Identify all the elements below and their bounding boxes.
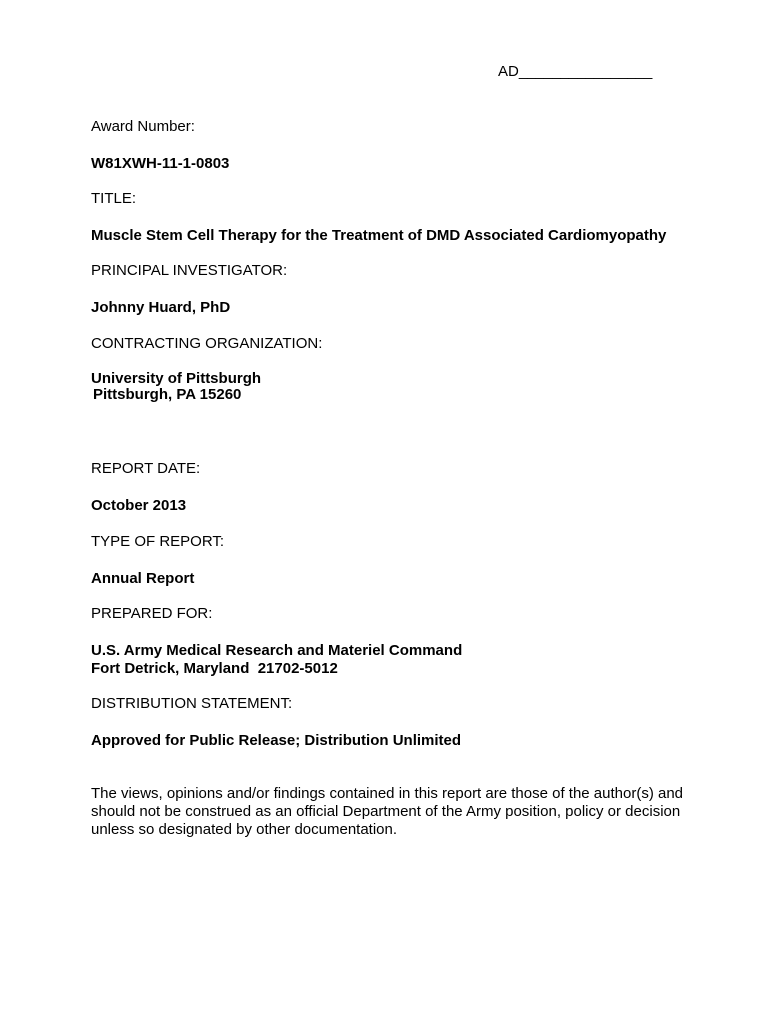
disclaimer-line-2: should not be construed as an official Department of the Army position, policy or decision bbox=[91, 803, 681, 820]
disclaimer-line-3: unless so designated by other documentation. bbox=[91, 821, 398, 838]
report-type-value: Annual Report bbox=[91, 570, 195, 587]
report-date-value: October 2013 bbox=[91, 497, 187, 514]
prepared-for-address: Fort Detrick, Maryland 21702-5012 bbox=[91, 660, 338, 677]
distribution-statement-label: DISTRIBUTION STATEMENT: bbox=[91, 695, 293, 712]
title-value: Muscle Stem Cell Therapy for the Treatment of DMD Associated Cardiomyopathy bbox=[91, 227, 667, 244]
disclaimer-line-1: The views, opinions and/or findings contained in this report are those of the author(s) and bbox=[91, 785, 684, 802]
report-type-label: TYPE OF REPORT: bbox=[91, 533, 225, 550]
distribution-statement-value: Approved for Public Release; Distribution Unlimited bbox=[91, 732, 462, 749]
organization-name: University of Pittsburgh bbox=[91, 370, 262, 387]
ad-number-line: AD________________ bbox=[498, 63, 653, 80]
award-number-label: Award Number: bbox=[91, 118, 195, 135]
report-date-label: REPORT DATE: bbox=[91, 460, 201, 477]
organization-address: Pittsburgh, PA 15260 bbox=[93, 386, 242, 403]
contracting-organization-label: CONTRACTING ORGANIZATION: bbox=[91, 335, 323, 352]
principal-investigator-value: Johnny Huard, PhD bbox=[91, 299, 231, 316]
disclaimer-paragraph bbox=[91, 785, 711, 839]
principal-investigator-label: PRINCIPAL INVESTIGATOR: bbox=[91, 262, 288, 279]
prepared-for-organization: U.S. Army Medical Research and Materiel Command bbox=[91, 642, 463, 659]
award-number-value: W81XWH-11-1-0803 bbox=[91, 155, 230, 172]
title-label: TITLE: bbox=[91, 190, 137, 207]
prepared-for-label: PREPARED FOR: bbox=[91, 605, 213, 622]
